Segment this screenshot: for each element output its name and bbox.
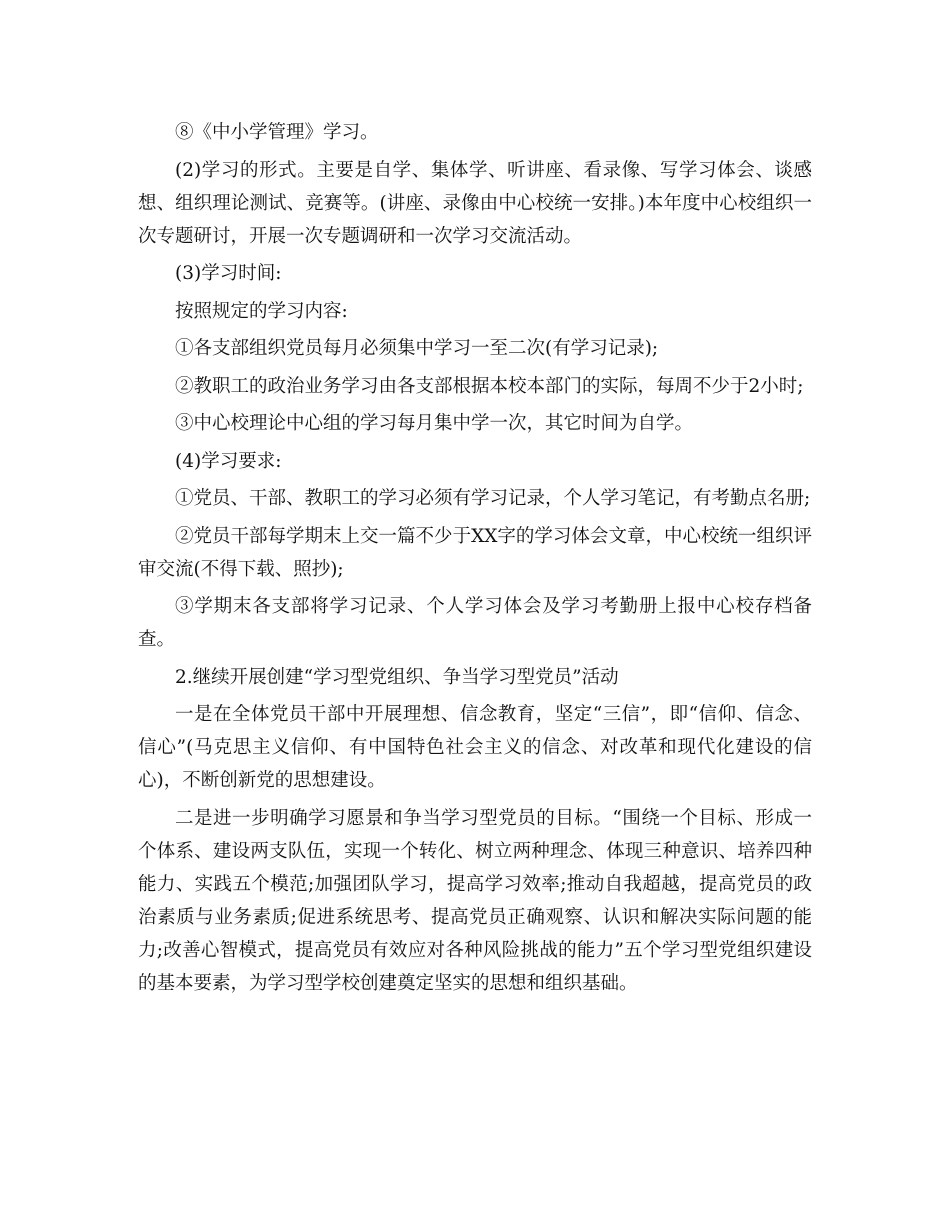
paragraph-study-item-8: ⑧《中小学管理》学习。 [175, 122, 379, 143]
paragraph-time-rule-1: ①各支部组织党员每月必须集中学习一至二次(有学习记录); [175, 338, 659, 359]
paragraph-requirement-1: ①党员、干部、教职工的学习必须有学习记录，个人学习笔记，有考勤点名册; [175, 488, 811, 509]
paragraph-second-point: 二是进一步明确学习愿景和争当学习型党员的目标。“围绕一个目标、形成一个体系、建设两支队伍，实现一个转化、树立两种理念、体现三种意识、培养四种能力、实践五个模范;加强团队学习，提高学习效率;推动自我超越，提高党员的政治素质与业务素质;促进系统思考、提高党员正确观察、认识和解决实际问题的能力;改善心智模式，提高党员有效应对各种风险挑战的能力”五个学习型党组织建设的基本要素，为学习型学校创建奠定坚实的思想和组织基础。 [138, 807, 812, 994]
paragraph-requirement-2: ②党员干部每学期末上交一篇不少于XX字的学习体会文章，中心校统一组织评审交流(不得下载、照抄); [138, 525, 812, 580]
paragraph-first-point: 一是在全体党员干部中开展理想、信念教育，坚定“三信”，即“信仰、信念、信心”(马克思主义信仰、有中国特色社会主义的信念、对改革和现代化建设的信心)，不断创新党的思想建设。 [138, 704, 812, 791]
paragraph-study-time-heading: (3)学习时间: [175, 263, 282, 284]
paragraph-requirement-3: ③学期末各支部将学习记录、个人学习体会及学习考勤册上报中心校存档备查。 [138, 596, 812, 650]
paragraph-section-2-heading: 2.继续开展创建“学习型党组织、争当学习型党员”活动 [175, 666, 619, 688]
paragraph-study-forms: (2)学习的形式。主要是自学、集体学、听讲座、看录像、写学习体会、谈感想、组织理论测试、竞赛等。(讲座、录像由中心校统一安排。)本年度中心校组织一次专题研讨，开展一次专题调研和一次学习交流活动。 [138, 159, 812, 247]
paragraph-study-content-intro: 按照规定的学习内容: [175, 300, 348, 322]
paragraph-requirements-heading: (4)学习要求: [175, 450, 282, 472]
paragraph-time-rule-2: ②教职工的政治业务学习由各支部根据本校本部门的实际，每周不少于2小时; [175, 375, 804, 397]
document-body [138, 116, 812, 1004]
paragraph-time-rule-3: ③中心校理论中心组的学习每月集中学一次，其它时间为自学。 [175, 413, 694, 434]
